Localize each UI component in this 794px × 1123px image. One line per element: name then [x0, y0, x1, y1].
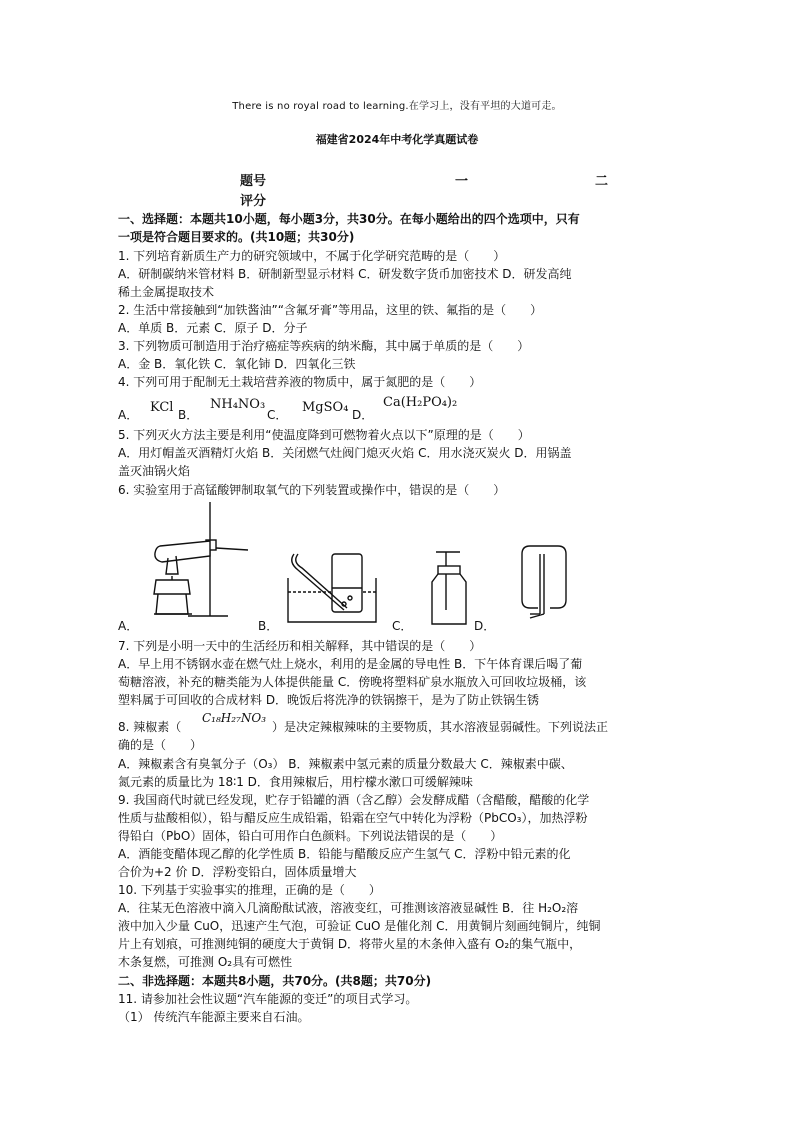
q1-options-line2: 稀土金属提取技术 — [118, 285, 215, 299]
q6-stem: 6. 实验室用于高锰酸钾制取氧气的下列装置或操作中，错误的是（ ） — [118, 483, 506, 497]
q10-stem: 10. 下列基于实验事实的推理，正确的是（ ） — [118, 883, 381, 897]
q9-options-line2: 合价为+2 价 D．浮粉变铅白，固体质量增大 — [118, 865, 357, 879]
section2-heading: 二、非选择题：本题共8小题，共70分。(共8题；共70分) — [118, 974, 432, 988]
q7-options-line3: 塑料属于可回收的合成材料 D．晚饭后将洗净的铁锅擦干，是为了防止铁锅生锈 — [118, 693, 540, 707]
q6-option-b-label: B． — [258, 619, 279, 633]
q8-stem-start: 8. 辣椒素（ — [118, 720, 182, 734]
exam-title: 福建省2024年中考化学真题试卷 — [315, 133, 479, 146]
apparatus-b-water-collection — [284, 548, 380, 628]
q8-stem-end: ）是决定辣椒辣味的主要物质，其水溶液显弱碱性。下列说法正 — [272, 720, 609, 734]
q4-formula-b: NH₄NO₃ — [210, 397, 266, 412]
q1-options-line1: A．研制碳纳米管材料 B．研制新型显示材料 C．研发数字货币加密技术 D．研发高纯 — [118, 267, 572, 281]
q3-options: A．金 B．氧化铁 C．氧化铈 D．四氧化三铁 — [118, 357, 356, 371]
q4-option-c-label: C． — [267, 408, 288, 422]
q7-options-line2: 萄糖溶液，补充的糖类能为人体提供能量 C．傍晚将塑料矿泉水瓶放入可回收垃圾桶，该 — [118, 675, 587, 689]
q5-stem: 5. 下列灭火方法主要是利用“使温度降到可燃物着火点以下”原理的是（ ） — [118, 428, 530, 442]
score-table-col-2: 二 — [595, 174, 609, 189]
q4-stem: 4. 下列可用于配制无土栽培营养液的物质中，属于氮肥的是（ ） — [118, 375, 482, 389]
q2-options: A．单质 B．元素 C．原子 D．分子 — [118, 321, 308, 335]
q7-options-line1: A．早上用不锈钢水壶在燃气灶上烧水，利用的是金属的导电性 B．下午体育课后喝了葡 — [118, 657, 583, 671]
q10-options-line2: 液中加入少量 CuO，迅速产生气泡，可验证 CuO 是催化剂 C．用黄铜片刻画纯铜片，纯铜 — [118, 919, 601, 933]
q11-sub1: （1） 传统汽车能源主要来自石油。 — [118, 1010, 310, 1024]
section1-heading-line1: 一、选择题：本题共10小题，每小题3分，共30分。在每小题给出的四个选项中，只有 — [118, 212, 580, 226]
q9-line2: 性质与盐酸相似），铅与醋反应生成铅霜，铅霜在空气中转化为浮粉（PbCO₃），加热浮粉 — [118, 811, 588, 825]
section1-heading-line2: 一项是符合题目要求的。(共10题；共30分) — [118, 230, 355, 244]
q11-stem: 11. 请参加社会性议题“汽车能源的变迁”的项目式学习。 — [118, 992, 418, 1006]
q9-line1: 9. 我国商代时就已经发现，贮存于铅罐的酒（含乙醇）会发酵成醋（含醋酸，醋酸的化学 — [118, 793, 590, 807]
q5-options-line1: A．用灯帽盖灭酒精灯火焰 B．关闭燃气灶阀门熄灭火焰 C．用水浇灭炭火 D．用锅盖 — [118, 446, 572, 460]
q4-formula-c: MgSO₄ — [302, 400, 349, 415]
q6-option-d-label: D． — [474, 619, 496, 633]
q8-options-line2: 氮元素的质量比为 18∶1 D．食用辣椒后，用柠檬水漱口可缓解辣味 — [118, 775, 473, 789]
score-table-col-1: 一 — [455, 174, 469, 189]
apparatus-d-gas-bottle-downward — [510, 540, 576, 626]
q6-option-a-label: A． — [118, 619, 139, 633]
q10-options-line1: A．往某无色溶液中滴入几滴酚酞试液，溶液变红，可推测该溶液显碱性 B．往 H₂O₂溶 — [118, 901, 579, 915]
q4-formula-a: KCl — [150, 400, 174, 415]
q4-option-b-label: B． — [178, 408, 199, 422]
q9-options-line1: A．酒能变醋体现乙醇的化学性质 B．铅能与醋酸反应产生氢气 C．浮粉中铅元素的化 — [118, 847, 571, 861]
q7-stem: 7. 下列是小明一天中的生活经历和相关解释，其中错误的是（ ） — [118, 639, 482, 653]
header-motto: There is no royal road to learning.在学习上，没有平坦的大道可走。 — [232, 101, 562, 112]
q9-line3: 得铅白（PbO）固体，铅白可用作白色颜料。下列说法错误的是（ ） — [118, 829, 503, 843]
q2-stem: 2. 生活中常接触到“加铁酱油”“含氟牙膏”等用品，这里的铁、氟指的是（ ） — [118, 303, 543, 317]
q10-options-line3: 片上有划痕，可推测纯铜的硬度大于黄铜 D．将带火星的木条伸入盛有 O₂的集气瓶中， — [118, 937, 582, 951]
q4-option-a-label: A． — [118, 408, 139, 422]
q1-stem: 1. 下列培育新质生产力的研究领域中，不属于化学研究范畴的是（ ） — [118, 249, 506, 263]
q8-stem-line2: 确的是（ ） — [118, 738, 203, 752]
q4-option-d-label: D． — [352, 408, 374, 422]
q10-options-line4: 木条复燃，可推测 O₂具有可燃性 — [118, 955, 293, 969]
q4-formula-d: Ca(H₂PO₄)₂ — [383, 395, 458, 410]
apparatus-a-heating-test-tube — [148, 498, 258, 623]
score-table-col-label: 题号 — [240, 174, 267, 189]
q5-options-line2: 盖灭油锅火焰 — [118, 464, 191, 478]
score-table-row-label: 评分 — [240, 194, 267, 209]
q3-stem: 3. 下列物质可制造用于治疗癌症等疾病的纳米酶，其中属于单质的是（ ） — [118, 339, 530, 353]
q8-options-line1: A．辣椒素含有臭氧分子（O₃） B．辣椒素中氢元素的质量分数最大 C．辣椒素中碳、 — [118, 757, 573, 771]
q6-option-c-label: C． — [392, 619, 413, 633]
apparatus-c-gas-bottle-upward — [420, 548, 478, 628]
q8-formula: C₁₈H₂₇NO₃ — [202, 711, 267, 725]
